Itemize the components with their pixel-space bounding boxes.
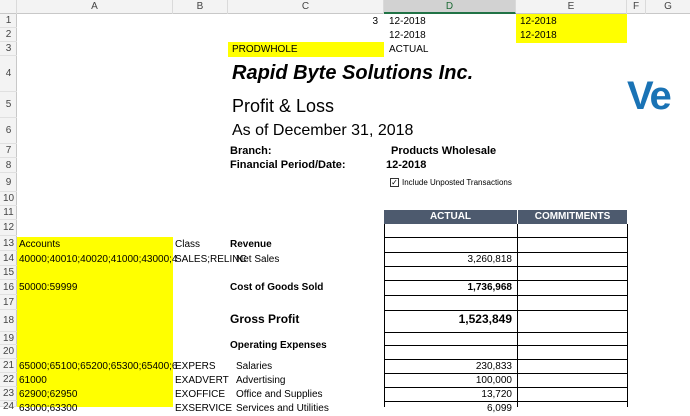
cell-a14[interactable]: 40000;40010;40020;41000;43000;4 — [19, 254, 178, 265]
row-header[interactable]: 13 — [0, 236, 17, 251]
column-header-actual: ACTUAL — [384, 210, 517, 224]
row-header[interactable]: 23 — [0, 387, 17, 401]
column-header-bar — [0, 0, 690, 14]
cell-b22[interactable]: EXADVERT — [175, 375, 229, 386]
office-value[interactable]: 13,720 — [481, 389, 512, 400]
gross-profit-value[interactable]: 1,523,849 — [458, 312, 512, 326]
cell-b13[interactable]: Class — [175, 239, 201, 250]
cell-c3[interactable]: PRODWHOLE — [228, 42, 384, 57]
row-header[interactable]: 18 — [0, 310, 17, 332]
row-header[interactable]: 5 — [0, 92, 17, 118]
cell-e2[interactable]: 12-2018 — [516, 28, 627, 43]
cell-c1[interactable]: 3 — [372, 16, 378, 27]
column-header-f[interactable]: F — [627, 0, 646, 14]
row-header[interactable]: 10 — [0, 192, 17, 206]
row-header[interactable]: 2 — [0, 28, 17, 42]
cell-e1[interactable]: 12-2018 — [516, 14, 627, 29]
row-header[interactable]: 21 — [0, 359, 17, 373]
cogs-label: Cost of Goods Sold — [230, 282, 324, 293]
cell-d2[interactable]: 12-2018 — [389, 30, 426, 41]
column-header-b[interactable]: B — [173, 0, 228, 14]
services-value[interactable]: 6,099 — [486, 403, 512, 414]
advertising-value[interactable]: 100,000 — [475, 375, 512, 386]
cell-a23[interactable]: 62900;62950 — [19, 389, 78, 400]
row-header[interactable]: 17 — [0, 295, 17, 310]
cell-a22[interactable]: 61000 — [19, 375, 47, 386]
column-header-g[interactable]: G — [664, 1, 672, 12]
table-rule — [384, 237, 628, 238]
cell-b21[interactable]: EXPERS — [175, 361, 216, 372]
cell-a24[interactable]: 63000;63300 — [19, 403, 78, 414]
row-header[interactable]: 12 — [0, 220, 17, 236]
worksheet-grid[interactable] — [17, 14, 690, 414]
company-name: Rapid Byte Solutions Inc. — [232, 62, 474, 84]
period-value: 12-2018 — [386, 159, 427, 171]
cell-b24[interactable]: EXSERVICE — [175, 403, 233, 414]
period-label: Financial Period/Date: — [230, 159, 346, 171]
salaries-label: Salaries — [236, 361, 273, 372]
row-header[interactable]: 4 — [0, 56, 17, 92]
checkmark-icon[interactable]: ✓ — [391, 178, 398, 188]
report-title: Profit & Loss — [232, 96, 335, 116]
net-sales-value[interactable]: 3,260,818 — [467, 254, 512, 265]
column-header-d[interactable]: D — [384, 0, 516, 14]
row-header[interactable]: 3 — [0, 42, 17, 56]
office-label: Office and Supplies — [236, 389, 323, 400]
row-header[interactable]: 7 — [0, 144, 17, 158]
salaries-value[interactable]: 230,833 — [475, 361, 512, 372]
cell-a21[interactable]: 65000;65100;65200;65300;65400;6 — [19, 361, 178, 372]
row-header[interactable]: 19 — [0, 332, 17, 345]
gross-profit-label: Gross Profit — [230, 312, 300, 326]
row-header[interactable]: 9 — [0, 173, 17, 192]
company-logo: Ve — [627, 74, 670, 118]
column-header-commitments: COMMITMENTS — [517, 210, 627, 224]
revenue-heading: Revenue — [230, 239, 272, 250]
column-header-c[interactable]: C — [228, 0, 384, 14]
column-header-e[interactable]: E — [516, 0, 627, 14]
row-header[interactable]: 14 — [0, 251, 17, 266]
net-sales-label: Net Sales — [236, 254, 280, 265]
table-rule — [384, 295, 628, 296]
cell-a16[interactable]: 50000:59999 — [19, 282, 78, 293]
table-rule — [384, 332, 628, 333]
row-header[interactable]: 6 — [0, 118, 17, 144]
services-label: Services and Utilities — [236, 403, 329, 414]
table-rule — [384, 310, 628, 311]
row-header[interactable]: 1 — [0, 14, 17, 28]
opex-heading: Operating Expenses — [230, 340, 327, 351]
cell-b23[interactable]: EXOFFICE — [175, 389, 226, 400]
row-header[interactable]: 16 — [0, 280, 17, 295]
cell-d3[interactable]: ACTUAL — [389, 44, 429, 55]
row-header[interactable]: 11 — [0, 206, 17, 220]
table-rule — [384, 345, 628, 346]
include-unposted-label: Include Unposted Transactions — [402, 178, 512, 187]
row-header-bar — [0, 14, 17, 412]
branch-label: Branch: — [230, 145, 272, 157]
advertising-label: Advertising — [236, 375, 286, 386]
row-header[interactable]: 8 — [0, 158, 17, 173]
branch-value: Products Wholesale — [391, 145, 497, 157]
select-all-corner[interactable] — [0, 0, 17, 14]
include-unposted-checkbox[interactable] — [390, 178, 512, 187]
cogs-value[interactable]: 1,736,968 — [467, 282, 512, 293]
column-header-a[interactable]: A — [17, 0, 173, 14]
report-date: As of December 31, 2018 — [232, 122, 414, 139]
row-header[interactable]: 20 — [0, 345, 17, 359]
cell-b14[interactable]: SALES;RELINC — [175, 254, 247, 265]
cell-d1[interactable]: 12-2018 — [389, 16, 426, 27]
row-header[interactable]: 22 — [0, 373, 17, 387]
row-header[interactable]: 24 — [0, 401, 17, 407]
cell-a13[interactable]: Accounts — [19, 239, 61, 250]
row-header[interactable]: 15 — [0, 266, 17, 280]
